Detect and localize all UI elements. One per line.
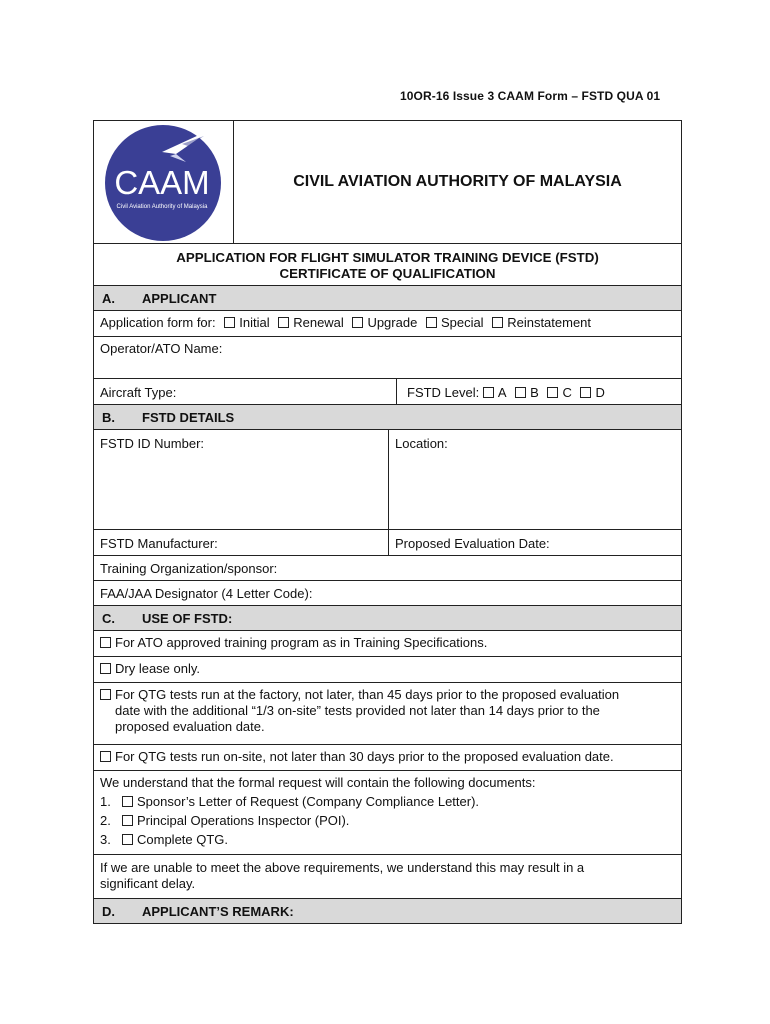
checkbox-level-b[interactable]	[515, 387, 526, 398]
qtg-factory-line-3: proposed evaluation date.	[115, 719, 265, 734]
level-a: A	[497, 385, 507, 400]
operator-name-field[interactable]	[94, 337, 681, 379]
option-initial: Initial	[239, 315, 270, 330]
checkbox-qtg-onsite[interactable]	[100, 751, 111, 762]
checkbox-level-a[interactable]	[483, 387, 494, 398]
checkbox-dry-lease[interactable]	[100, 663, 111, 674]
document-text-1: Sponsor’s Letter of Request (Company Compliance Letter).	[137, 794, 480, 809]
checkbox-level-d[interactable]	[580, 387, 591, 398]
location-field[interactable]	[389, 430, 681, 529]
evaluation-date-label: Proposed Evaluation Date:	[395, 536, 550, 551]
document-item-2	[100, 811, 675, 830]
section-b-letter: B.	[102, 409, 115, 425]
checkbox-initial[interactable]	[224, 317, 235, 328]
location-label: Location:	[395, 436, 448, 451]
checkbox-special[interactable]	[426, 317, 437, 328]
document-number-1: 1.	[100, 794, 111, 809]
use-ato-text: For ATO approved training program as in Training Specifications.	[115, 635, 488, 650]
fstd-level-field	[397, 379, 681, 404]
caam-logo	[100, 124, 228, 242]
document-item-3	[100, 830, 675, 849]
section-a-header	[94, 286, 681, 311]
evaluation-date-field[interactable]	[389, 530, 681, 555]
application-for-label: Application form for:	[100, 315, 216, 330]
document-number-2: 2.	[100, 813, 111, 828]
form-reference: 10OR-16 Issue 3 CAAM Form – FSTD QUA 01	[400, 89, 661, 103]
use-ato-row	[94, 631, 681, 657]
section-d-title: APPLICANT’S REMARK:	[142, 903, 294, 919]
checkbox-ato-training[interactable]	[100, 637, 111, 648]
use-dry-lease-text: Dry lease only.	[115, 661, 201, 676]
aircraft-type-field[interactable]	[94, 379, 397, 404]
document-number-3: 3.	[100, 832, 111, 847]
checkbox-reinstatement[interactable]	[492, 317, 503, 328]
level-c: C	[562, 385, 572, 400]
aircraft-type-label: Aircraft Type:	[100, 385, 177, 400]
checkbox-level-c[interactable]	[547, 387, 558, 398]
manufacturer-label: FSTD Manufacturer:	[100, 536, 218, 551]
logo-text: CAAM	[114, 164, 210, 201]
section-a-letter: A.	[102, 290, 115, 306]
logo-cell	[94, 121, 234, 243]
qtg-onsite-text: For QTG tests run on-site, not later than 30 days prior to the proposed evaluation date.	[115, 749, 614, 764]
sponsor-label: Training Organization/sponsor:	[100, 561, 278, 576]
section-c-letter: C.	[102, 610, 115, 626]
fstd-level-label: FSTD Level:	[407, 385, 480, 400]
level-b: B	[530, 385, 539, 400]
title-line-1: APPLICATION FOR FLIGHT SIMULATOR TRAINING DEVICE (FSTD)	[176, 250, 599, 265]
logo-subtext: Civil Aviation Authority of Malaysia	[116, 204, 208, 210]
designator-label: FAA/JAA Designator (4 Letter Code):	[100, 586, 313, 601]
documents-row	[94, 771, 681, 855]
manufacturer-field[interactable]	[94, 530, 389, 555]
document-item-1	[100, 792, 675, 811]
qtg-factory-line-1: For QTG tests run at the factory, not later, than 45 days prior to the proposed evaluation	[115, 687, 620, 702]
qtg-factory-line-2: date with the additional “1/3 on-site” tests provided not later than 14 days prior to the	[115, 703, 600, 718]
delay-notice	[94, 855, 681, 899]
option-upgrade: Upgrade	[367, 315, 418, 330]
manufacturer-date-row	[94, 530, 681, 556]
sponsor-field[interactable]	[94, 556, 681, 581]
section-d-letter: D.	[102, 903, 115, 919]
level-d: D	[595, 385, 605, 400]
title-line-2: CERTIFICATE OF QUALIFICATION	[279, 266, 496, 281]
operator-label: Operator/ATO Name:	[100, 341, 223, 356]
organization-name: CIVIL AVIATION AUTHORITY OF MALAYSIA	[293, 173, 622, 190]
section-d-header	[94, 899, 681, 923]
section-a-title: APPLICANT	[142, 290, 217, 306]
use-qtg-onsite-row	[94, 745, 681, 771]
option-special: Special	[440, 315, 484, 330]
checkbox-complete-qtg[interactable]	[122, 834, 133, 845]
checkbox-sponsor-letter[interactable]	[122, 796, 133, 807]
section-c-title: USE OF FSTD:	[142, 610, 233, 626]
checkbox-poi[interactable]	[122, 815, 133, 826]
use-qtg-factory-row	[94, 683, 681, 745]
documents-intro: We understand that the formal request will contain the following documents:	[100, 775, 536, 790]
section-c-header	[94, 606, 681, 631]
checkbox-qtg-factory[interactable]	[100, 689, 111, 700]
fstd-id-label: FSTD ID Number:	[100, 436, 205, 451]
delay-line-2: significant delay.	[100, 876, 196, 891]
application-type-row	[94, 311, 681, 337]
document-text-2: Principal Operations Inspector (POI).	[137, 813, 350, 828]
fstd-id-field[interactable]	[94, 430, 389, 529]
aircraft-level-row	[94, 379, 681, 405]
checkbox-renewal[interactable]	[278, 317, 289, 328]
form-title	[94, 244, 681, 286]
use-dry-lease-row	[94, 657, 681, 683]
document-text-3: Complete QTG.	[137, 832, 229, 847]
option-reinstatement: Reinstatement	[507, 315, 592, 330]
designator-field[interactable]	[94, 581, 681, 606]
application-form	[93, 120, 682, 924]
id-location-row	[94, 430, 681, 530]
section-b-header	[94, 405, 681, 430]
checkbox-upgrade[interactable]	[352, 317, 363, 328]
form-header	[94, 121, 681, 244]
delay-line-1: If we are unable to meet the above requirements, we understand this may result in a	[100, 860, 585, 875]
option-renewal: Renewal	[293, 315, 344, 330]
section-b-title: FSTD DETAILS	[142, 409, 235, 425]
